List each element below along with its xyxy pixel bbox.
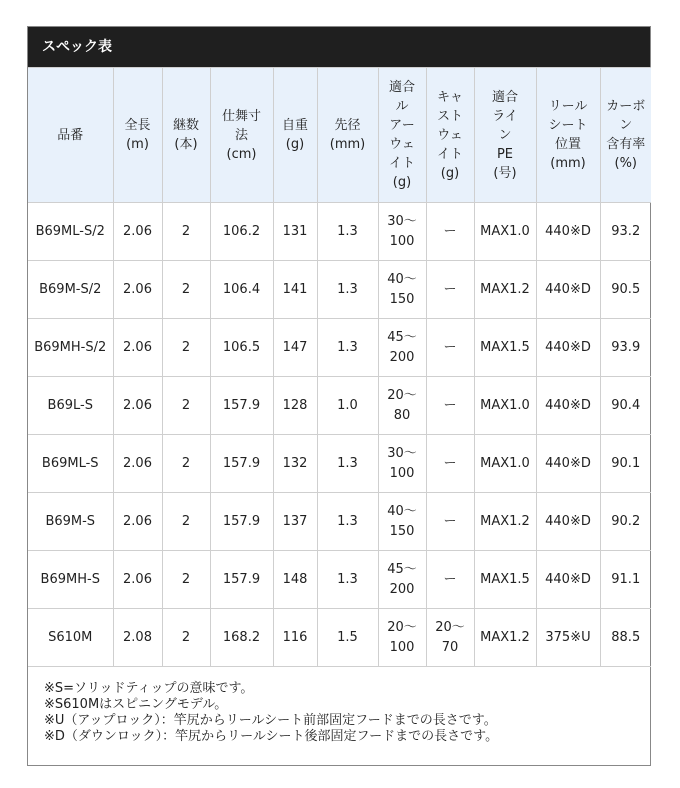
table-cell [426, 493, 474, 551]
cell-line: ー [443, 571, 457, 587]
column-header [426, 68, 474, 203]
cell-line: リール [548, 99, 588, 114]
table-cell: 93.2 [600, 203, 651, 261]
table-cell [378, 493, 426, 551]
table-cell: 2 [162, 609, 210, 667]
column-header [113, 68, 162, 203]
table-cell: 2.06 [113, 203, 162, 261]
cell-line: 70 [441, 639, 459, 655]
cell-line: ー [443, 513, 457, 529]
spec-panel [27, 26, 651, 766]
table-cell: MAX1.2 [474, 261, 536, 319]
table-cell: 157.9 [210, 377, 273, 435]
table-cell: 90.4 [600, 377, 651, 435]
table-cell [426, 377, 474, 435]
table-cell [426, 609, 474, 667]
cell-line: 150 [389, 523, 415, 539]
cell-line: 20〜 [435, 619, 465, 635]
table-cell: 147 [273, 319, 317, 377]
table-cell: 93.9 [600, 319, 651, 377]
table-cell [378, 551, 426, 609]
cell-line: 30〜 [387, 445, 417, 461]
table-row [28, 551, 651, 609]
table-cell: 141 [273, 261, 317, 319]
notes [28, 667, 650, 745]
table-cell: 2.08 [113, 609, 162, 667]
cell-line: (本) [174, 137, 198, 152]
cell-line: 200 [389, 581, 415, 597]
cell-line: ー [443, 455, 457, 471]
table-cell: 157.9 [210, 551, 273, 609]
cell-line: ル [395, 99, 409, 114]
column-header [210, 68, 273, 203]
table-cell: 2.06 [113, 261, 162, 319]
cell-line: 法 [234, 127, 248, 143]
cell-line: キャ [436, 89, 463, 105]
table-cell: 137 [273, 493, 317, 551]
table-cell: 375※U [536, 609, 600, 667]
table-cell: 157.9 [210, 435, 273, 493]
table-cell: MAX1.2 [474, 493, 536, 551]
model-cell: S610M [28, 609, 113, 667]
table-cell [426, 551, 474, 609]
cell-line: ウェ [437, 127, 463, 143]
cell-line: (%) [614, 156, 637, 171]
table-cell: 90.2 [600, 493, 651, 551]
table-cell: 106.2 [210, 203, 273, 261]
table-cell: 2.06 [113, 493, 162, 551]
table-cell: 440※D [536, 203, 600, 261]
table-cell: MAX1.0 [474, 435, 536, 493]
cell-line: ー [443, 397, 457, 413]
table-cell [426, 203, 474, 261]
table-cell [378, 435, 426, 493]
model-cell: B69M-S/2 [28, 261, 113, 319]
table-cell: 440※D [536, 551, 600, 609]
cell-line: (g) [285, 137, 305, 152]
table-cell: 1.3 [317, 319, 378, 377]
table-cell [426, 435, 474, 493]
cell-line: 位置 [554, 137, 581, 152]
model-cell: B69ML-S [28, 435, 113, 493]
table-cell: 1.0 [317, 377, 378, 435]
table-cell: MAX1.5 [474, 551, 536, 609]
cell-line: シート [548, 118, 588, 133]
table-cell [426, 261, 474, 319]
column-header [474, 68, 536, 203]
table-cell: 2 [162, 435, 210, 493]
table-cell: MAX1.0 [474, 377, 536, 435]
table-cell: 132 [273, 435, 317, 493]
table-row [28, 493, 651, 551]
table-cell: 168.2 [210, 609, 273, 667]
cell-line: 150 [389, 291, 415, 307]
table-cell: 2 [162, 493, 210, 551]
cell-line: カーボ [606, 99, 646, 114]
table-cell: 1.3 [317, 435, 378, 493]
cell-line: 100 [389, 639, 415, 655]
table-cell: 116 [273, 609, 317, 667]
spec-table [28, 67, 651, 667]
table-cell: 440※D [536, 261, 600, 319]
cell-line: 適合 [388, 80, 415, 95]
cell-line: 200 [389, 349, 415, 365]
cell-line: ー [443, 223, 457, 239]
cell-line: PE [496, 146, 514, 162]
table-cell: 440※D [536, 377, 600, 435]
cell-line: (cm) [226, 146, 257, 162]
cell-line: 80 [393, 407, 411, 423]
table-cell: 88.5 [600, 609, 651, 667]
table-cell: 91.1 [600, 551, 651, 609]
table-cell: 1.5 [317, 609, 378, 667]
cell-line: 30〜 [387, 213, 417, 229]
header-row [28, 68, 651, 203]
cell-line: イト [436, 146, 463, 162]
table-cell: 440※D [536, 319, 600, 377]
table-row [28, 203, 651, 261]
table-cell [378, 203, 426, 261]
table-cell: 90.5 [600, 261, 651, 319]
table-row [28, 377, 651, 435]
cell-line: ン [619, 118, 633, 133]
model-cell: B69M-S [28, 493, 113, 551]
cell-line: ー [443, 339, 457, 355]
column-header [28, 68, 113, 203]
cell-line: スト [436, 108, 463, 124]
note-line: ※D（ダウンロック）：竿尻からリールシート後部固定フードまでの長さです。 [44, 729, 499, 744]
spec-title: スペック表 [28, 27, 650, 67]
table-cell: 148 [273, 551, 317, 609]
table-cell: 2 [162, 551, 210, 609]
table-row [28, 435, 651, 493]
cell-line: 40〜 [387, 271, 417, 287]
cell-line: 全長 [124, 118, 151, 133]
table-cell: 157.9 [210, 493, 273, 551]
table-cell: MAX1.0 [474, 203, 536, 261]
table-cell [426, 319, 474, 377]
table-cell: 1.3 [317, 261, 378, 319]
table-cell: 440※D [536, 493, 600, 551]
table-body [28, 203, 651, 667]
note-line: ※S610Mはスピニングモデル。 [44, 697, 228, 712]
cell-line: ン [498, 127, 512, 143]
cell-line: (mm) [550, 156, 586, 171]
table-cell: 2.06 [113, 377, 162, 435]
column-header [273, 68, 317, 203]
table-cell: 2.06 [113, 435, 162, 493]
cell-line: (g) [440, 165, 460, 181]
cell-line: アー [389, 118, 415, 133]
table-cell: 128 [273, 377, 317, 435]
table-cell: 1.3 [317, 551, 378, 609]
cell-line: 40〜 [387, 503, 417, 519]
cell-line: (g) [392, 175, 412, 190]
cell-line: 100 [389, 465, 415, 481]
cell-line: 20〜 [387, 619, 417, 635]
cell-line: 45〜 [387, 329, 417, 345]
table-cell [378, 261, 426, 319]
table-cell: 2 [162, 377, 210, 435]
cell-line: (号) [493, 165, 517, 181]
cell-line: 品番 [57, 127, 84, 143]
table-row [28, 319, 651, 377]
table-cell: 2.06 [113, 551, 162, 609]
model-cell: B69MH-S [28, 551, 113, 609]
table-cell: 1.3 [317, 203, 378, 261]
table-cell: MAX1.2 [474, 609, 536, 667]
cell-line: 含有率 [606, 137, 646, 152]
cell-line: (mm) [329, 137, 366, 152]
model-cell: B69L-S [28, 377, 113, 435]
cell-line: 適合 [491, 89, 518, 105]
table-cell: 1.3 [317, 493, 378, 551]
cell-line: ライ [492, 108, 518, 124]
table-cell: 106.5 [210, 319, 273, 377]
column-header [162, 68, 210, 203]
cell-line: ウェ [389, 137, 415, 152]
model-cell: B69MH-S/2 [28, 319, 113, 377]
column-header [378, 68, 426, 203]
cell-line: 100 [389, 233, 415, 249]
table-row [28, 261, 651, 319]
cell-line: ー [443, 281, 457, 297]
table-cell: 2 [162, 203, 210, 261]
table-row [28, 609, 651, 667]
table-cell: 2 [162, 261, 210, 319]
table-cell: 440※D [536, 435, 600, 493]
table-cell: 90.1 [600, 435, 651, 493]
table-cell: 131 [273, 203, 317, 261]
cell-line: 継数 [172, 118, 199, 133]
table-cell: MAX1.5 [474, 319, 536, 377]
note-line: ※S=ソリッドティップの意味です。 [44, 681, 254, 696]
cell-line: 仕舞寸 [221, 108, 261, 124]
note-line: ※U（アップロック）：竿尻からリールシート前部固定フードまでの長さです。 [44, 713, 497, 728]
table-cell [378, 319, 426, 377]
cell-line: (m) [126, 137, 149, 152]
column-header [536, 68, 600, 203]
column-header [600, 68, 651, 203]
cell-line: 20〜 [387, 387, 417, 403]
cell-line: 45〜 [387, 561, 417, 577]
column-header [317, 68, 378, 203]
cell-line: イト [388, 156, 415, 171]
table-cell: 2 [162, 319, 210, 377]
table-cell [378, 609, 426, 667]
table-cell: 2.06 [113, 319, 162, 377]
model-cell: B69ML-S/2 [28, 203, 113, 261]
table-cell: 106.4 [210, 261, 273, 319]
table-cell [378, 377, 426, 435]
cell-line: 自重 [281, 118, 308, 133]
cell-line: 先径 [334, 118, 361, 133]
